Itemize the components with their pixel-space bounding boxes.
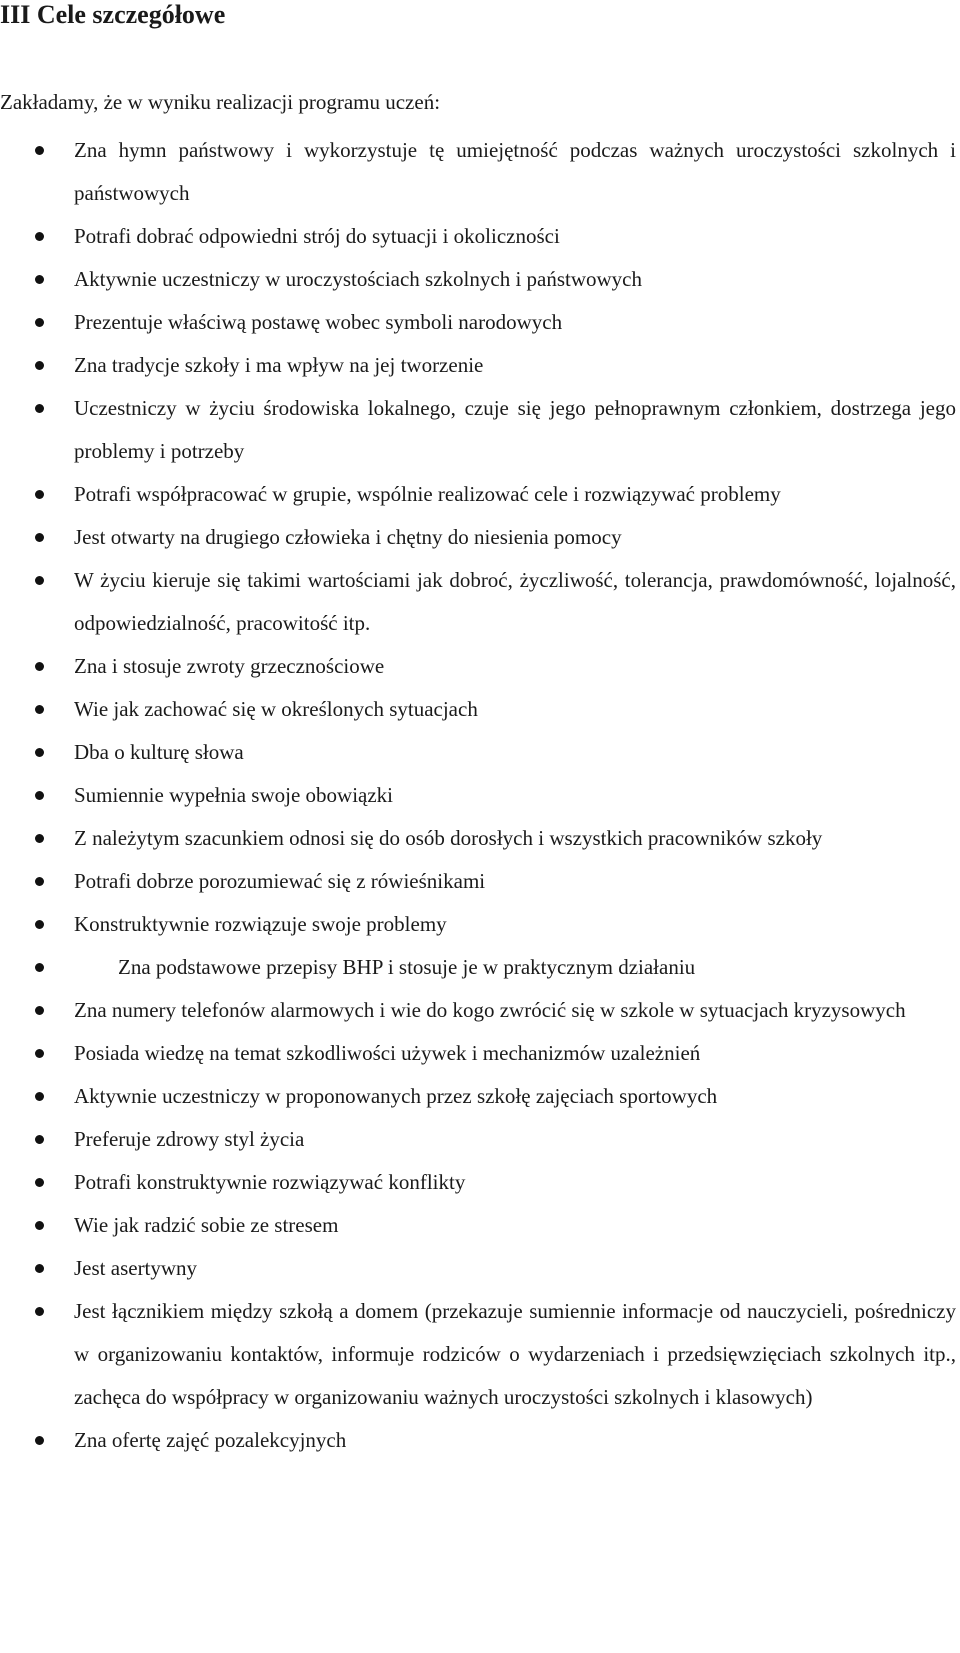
goal-item <box>0 129 960 215</box>
bullet-icon <box>35 318 44 327</box>
goal-item <box>0 301 960 344</box>
goal-item <box>0 1032 960 1075</box>
goal-item <box>0 817 960 860</box>
goal-item <box>0 731 960 774</box>
bullet-icon <box>35 232 44 241</box>
bullet-icon <box>35 834 44 843</box>
goal-text: Potrafi konstruktywnie rozwiązywać konflikty <box>74 1170 466 1194</box>
goal-item <box>0 258 960 301</box>
goal-text: Dba o kulturę słowa <box>74 740 244 764</box>
bullet-icon <box>35 576 44 585</box>
goal-text: Aktywnie uczestniczy w proponowanych przez szkołę zajęciach sportowych <box>74 1084 718 1108</box>
goal-text: W życiu kieruje się takimi wartościami jak dobroć, życzliwość, tolerancja, prawdomówność, lojalność, odpowiedzialność, pracowitość itp. <box>74 568 956 635</box>
bullet-icon <box>35 361 44 370</box>
goal-item <box>0 516 960 559</box>
goal-text: Potrafi dobrać odpowiedni strój do sytuacji i okoliczności <box>74 224 560 248</box>
bullet-icon <box>35 705 44 714</box>
goal-text: Wie jak radzić sobie ze stresem <box>74 1213 339 1237</box>
bullet-icon <box>35 877 44 886</box>
goal-text: Posiada wiedzę na temat szkodliwości używek i mechanizmów uzależnień <box>74 1041 701 1065</box>
goal-text: Uczestniczy w życiu środowiska lokalnego, czuje się jego pełnoprawnym członkiem, dostrzega jego problemy i potrzeby <box>74 396 956 463</box>
bullet-icon <box>35 1049 44 1058</box>
goal-item <box>0 903 960 946</box>
goal-text: Potrafi dobrze porozumiewać się z rówieśnikami <box>74 869 486 893</box>
bullet-icon <box>35 748 44 757</box>
bullet-icon <box>35 1221 44 1230</box>
bullet-icon <box>35 404 44 413</box>
bullet-icon <box>35 1307 44 1316</box>
goal-item <box>0 946 960 989</box>
goal-item <box>0 1290 960 1419</box>
bullet-icon <box>35 791 44 800</box>
goal-item <box>0 1118 960 1161</box>
goal-text: Konstruktywnie rozwiązuje swoje problemy <box>74 912 447 936</box>
goal-text: Aktywnie uczestniczy w uroczystościach szkolnych i państwowych <box>74 267 643 291</box>
goal-text: Zna numery telefonów alarmowych i wie do kogo zwrócić się w szkole w sytuacjach kryzysowych <box>74 998 906 1022</box>
goal-text: Potrafi współpracować w grupie, wspólnie realizować cele i rozwiązywać problemy <box>74 482 781 506</box>
bullet-icon <box>35 1264 44 1273</box>
goal-text: Jest asertywny <box>74 1256 198 1280</box>
bullet-icon <box>35 963 44 972</box>
goal-item <box>0 559 960 645</box>
bullet-icon <box>35 275 44 284</box>
bullet-icon <box>35 1135 44 1144</box>
goal-text: Zna tradycje szkoły i ma wpływ na jej tworzenie <box>74 353 484 377</box>
bullet-icon <box>35 662 44 671</box>
goal-item <box>0 1075 960 1118</box>
goal-text: Preferuje zdrowy styl życia <box>74 1127 305 1151</box>
goal-item <box>0 344 960 387</box>
bullet-icon <box>35 1092 44 1101</box>
goal-item <box>0 473 960 516</box>
goal-text: Jest łącznikiem między szkołą a domem (przekazuje sumiennie informacje od nauczycieli, pośredniczy w organizowaniu kontaktów, informuje rodziców o wydarzeniach i przedsięwzięciach szkolnych itp., zachęca do współpracy w organizowaniu ważnych uroczystości szkolnych i klasowych) <box>74 1299 956 1409</box>
goal-item <box>0 387 960 473</box>
section-heading: III Cele szczegółowe <box>0 0 226 29</box>
goal-text: Sumiennie wypełnia swoje obowiązki <box>74 783 394 807</box>
goal-item <box>0 215 960 258</box>
goals-list <box>0 129 960 1462</box>
goal-text: Z należytym szacunkiem odnosi się do osób dorosłych i wszystkich pracowników szkoły <box>74 826 823 850</box>
bullet-icon <box>35 1006 44 1015</box>
goal-item <box>0 1419 960 1462</box>
intro-text: Zakładamy, że w wyniku realizacji programu uczeń: <box>0 90 441 114</box>
goal-item <box>0 1204 960 1247</box>
goal-text: Wie jak zachować się w określonych sytuacjach <box>74 697 478 721</box>
bullet-icon <box>35 1178 44 1187</box>
goal-item <box>0 1161 960 1204</box>
bullet-icon <box>35 1436 44 1445</box>
goal-text: Jest otwarty na drugiego człowieka i chętny do niesienia pomocy <box>74 525 622 549</box>
goal-item <box>0 688 960 731</box>
goal-text: Zna podstawowe przepisy BHP i stosuje je w praktycznym działaniu <box>118 955 696 979</box>
goal-item <box>0 989 960 1032</box>
goal-item <box>0 645 960 688</box>
bullet-icon <box>35 920 44 929</box>
goal-text: Zna ofertę zajęć pozalekcyjnych <box>74 1428 347 1452</box>
goal-item <box>0 860 960 903</box>
bullet-icon <box>35 146 44 155</box>
goal-text: Zna i stosuje zwroty grzecznościowe <box>74 654 385 678</box>
goal-text: Zna hymn państwowy i wykorzystuje tę umiejętność podczas ważnych uroczystości szkolnych i państwowych <box>74 138 956 205</box>
goal-item <box>0 1247 960 1290</box>
goal-text: Prezentuje właściwą postawę wobec symboli narodowych <box>74 310 563 334</box>
goal-item <box>0 774 960 817</box>
bullet-icon <box>35 490 44 499</box>
bullet-icon <box>35 533 44 542</box>
